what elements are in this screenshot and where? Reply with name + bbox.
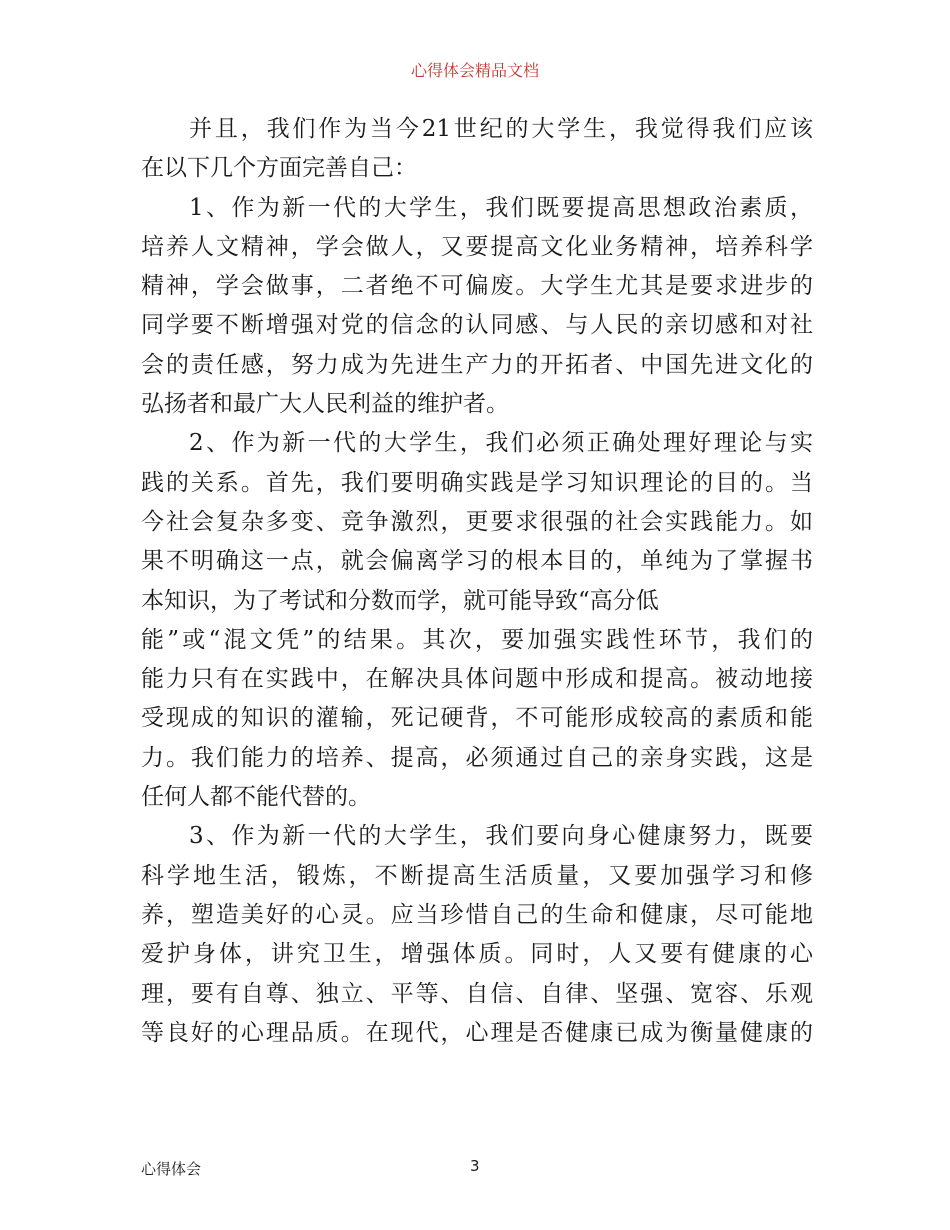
text-line: 培养人文精神，学会做人，又要提高文化业务精神，培养科学: [141, 233, 813, 260]
text-line: 会的责任感，努力成为先进生产力的开拓者、中国先进文化的: [141, 351, 813, 378]
text-line: 受现成的知识的灌输，死记硬背，不可能形成较高的素质和能: [141, 705, 813, 732]
footer-label: 心得体会: [141, 1160, 202, 1178]
text-line: 3、作为新一代的大学生，我们要向身心健康努力，既要: [189, 823, 813, 850]
text-line: 养，塑造美好的心灵。应当珍惜自己的生命和健康，尽可能地: [141, 901, 813, 928]
text-line: 同学要不断增强对党的信念的认同感、与人民的亲切感和对社: [141, 312, 813, 339]
text-line: 能力只有在实践中，在解决具体问题中形成和提高。被动地接: [141, 666, 813, 693]
text-line: 并且，我们作为当今21世纪的大学生，我觉得我们应该: [189, 116, 813, 142]
text-line: 本知识，为了考试和分数而学，就可能导致“高分低: [141, 587, 659, 614]
text-line: 精神，学会做事，二者绝不可偏废。大学生尤其是要求进步的: [141, 273, 813, 300]
text-line: 1、作为新一代的大学生，我们既要提高思想政治素质，: [189, 194, 813, 221]
text-line: 践的关系。首先，我们要明确实践是学习知识理论的目的。当: [141, 469, 813, 496]
text-line: 在以下几个方面完善自己：: [141, 155, 417, 182]
text-line: 科学地生活，锻炼，不断提高生活质量，又要加强学习和修: [141, 862, 813, 889]
text-line: 爱护身体，讲究卫生，增强体质。同时，人又要有健康的心: [141, 941, 813, 968]
document-header: 心得体会精品文档: [410, 61, 539, 80]
text-line: 今社会复杂多变、竞争激烈，更要求很强的社会实践能力。如: [141, 508, 813, 535]
text-line: 2、作为新一代的大学生，我们必须正确处理好理论与实: [189, 430, 813, 457]
document-body: [141, 110, 813, 1053]
text-line: 等良好的心理品质。在现代，心理是否健康已成为衡量健康的: [141, 1019, 813, 1046]
text-line: 果不明确这一点，就会偏离学习的根本目的，单纯为了掌握书: [141, 548, 813, 575]
text-line: 能”或“混文凭”的结果。其次，要加强实践性环节，我们的: [141, 626, 813, 653]
text-line: 理，要有自尊、独立、平等、自信、自律、坚强、宽容、乐观: [141, 980, 813, 1007]
text-line: 任何人都不能代替的。: [141, 784, 371, 811]
text-line: 力。我们能力的培养、提高，必须通过自己的亲身实践，这是: [141, 744, 813, 771]
text-line: 弘扬者和最广大人民利益的维护者。: [141, 391, 509, 418]
page-number: 3: [470, 1157, 480, 1175]
